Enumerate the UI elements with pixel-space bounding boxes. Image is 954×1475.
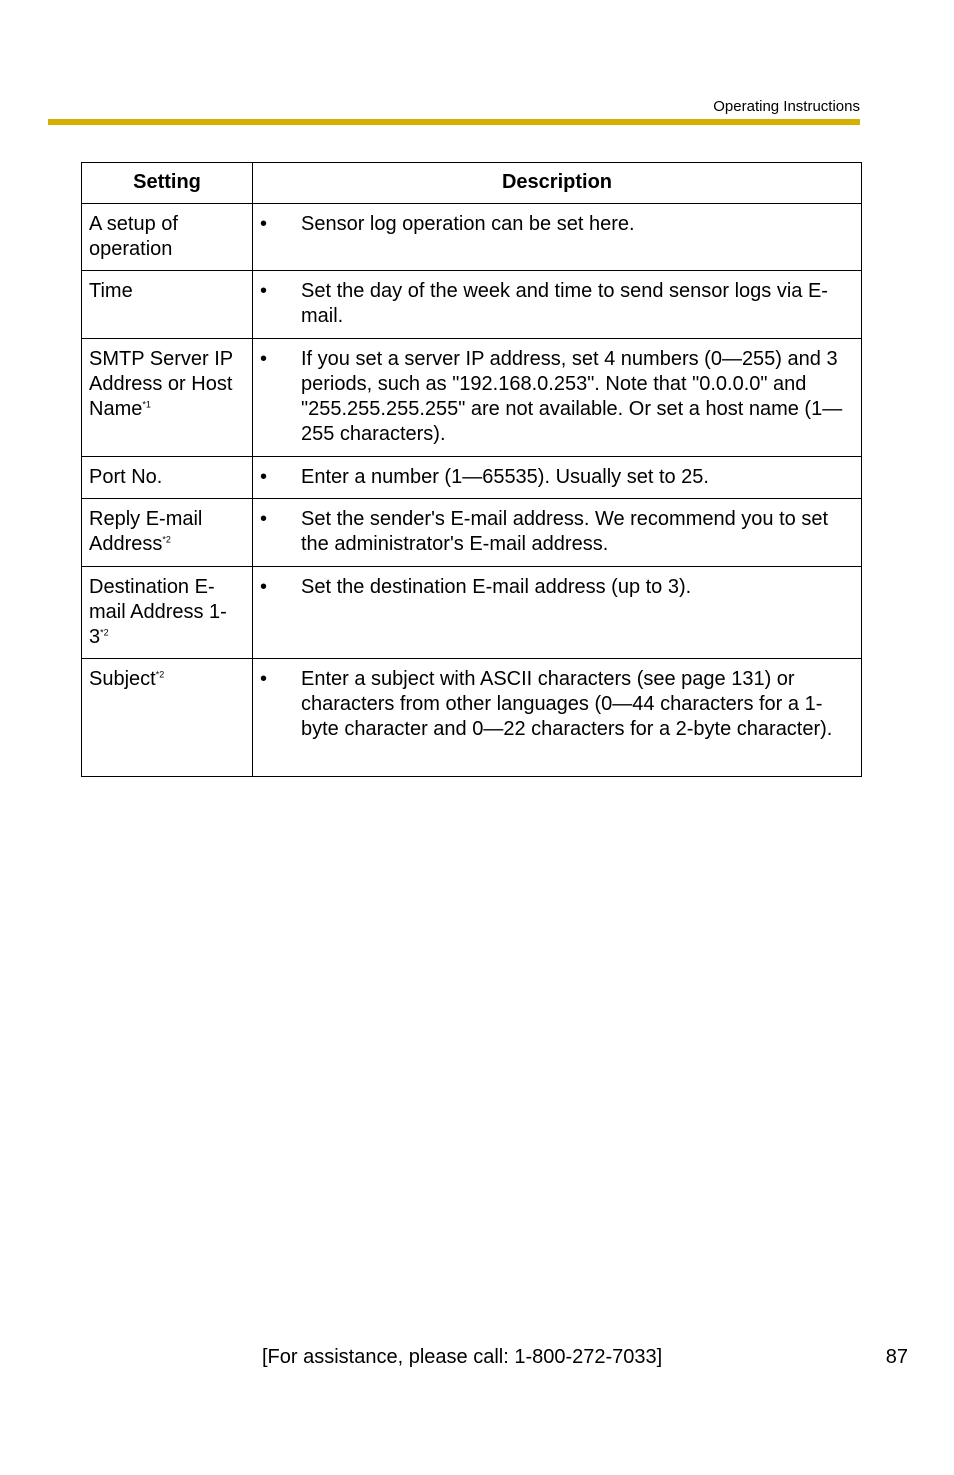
page-number: 87 (885, 1346, 908, 1368)
bullet-icon: • (260, 508, 268, 530)
description-text: Set the day of the week and time to send sensor logs via E-mail. (301, 280, 828, 327)
table-row (82, 457, 862, 499)
bullet-icon: • (260, 668, 268, 690)
description-cell (253, 567, 862, 659)
setting-cell (82, 457, 253, 499)
description-text: Set the sender's E-mail address. We recommend you to set the administrator's E-mail address. (301, 508, 829, 555)
setting-cell (82, 271, 253, 339)
description-cell (253, 457, 862, 499)
table-header-row (82, 163, 862, 204)
description-text: Sensor log operation can be set here. (301, 213, 635, 235)
table-row (82, 204, 862, 271)
table-row (82, 499, 862, 567)
footnote-marker: *2 (155, 669, 165, 680)
footnote-marker: *2 (100, 627, 109, 638)
footnote-marker: *2 (162, 534, 171, 545)
column-header-description: Description (253, 163, 862, 204)
setting-cell (82, 339, 253, 457)
bullet-icon: • (260, 466, 268, 488)
bullet-icon: • (260, 576, 268, 598)
description-text: Enter a subject with ASCII characters (see page 131) or characters from other languages (0—44 characters for a 1-byte character and 0—22 characters for a 2-byte character). (301, 668, 833, 740)
setting-name: A setup of operation (89, 213, 178, 260)
description-text: If you set a server IP address, set 4 numbers (0—255) and 3 periods, such as "192.168.0.253". Note that "0.0.0.0" and "255.255.255.255" are not available. Or set a host name (1—255 characters). (301, 348, 843, 445)
bullet-icon: • (260, 213, 268, 235)
description-text: Enter a number (1—65535). Usually set to 25. (301, 466, 709, 488)
description-cell (253, 659, 862, 777)
setting-cell (82, 567, 253, 659)
running-header: Operating Instructions (713, 98, 860, 115)
setting-cell (82, 499, 253, 567)
table-row (82, 659, 862, 777)
setting-cell (82, 659, 253, 777)
description-cell (253, 204, 862, 271)
setting-name: Port No. (89, 466, 163, 488)
setting-name: Time (89, 280, 133, 302)
assistance-footer: [For assistance, please call: 1-800-272-7033] (262, 1346, 663, 1368)
header-rule (48, 119, 860, 125)
bullet-icon: • (260, 348, 268, 370)
bullet-icon: • (260, 280, 268, 302)
setting-name: SMTP Server IP Address or Host Name (89, 348, 233, 420)
description-text: Set the destination E-mail address (up to 3). (301, 576, 692, 598)
setting-name: Destination E-mail Address 1-3 (89, 576, 227, 648)
setting-cell (82, 204, 253, 271)
description-cell (253, 271, 862, 339)
table-row (82, 567, 862, 659)
table-row (82, 271, 862, 339)
footnote-marker: *1 (142, 399, 151, 410)
setting-name: Subject (89, 668, 156, 690)
column-header-setting: Setting (82, 163, 253, 204)
description-cell (253, 339, 862, 457)
description-cell (253, 499, 862, 567)
settings-table (81, 162, 862, 777)
setting-name: Reply E-mail Address (89, 508, 203, 555)
table-row (82, 339, 862, 457)
